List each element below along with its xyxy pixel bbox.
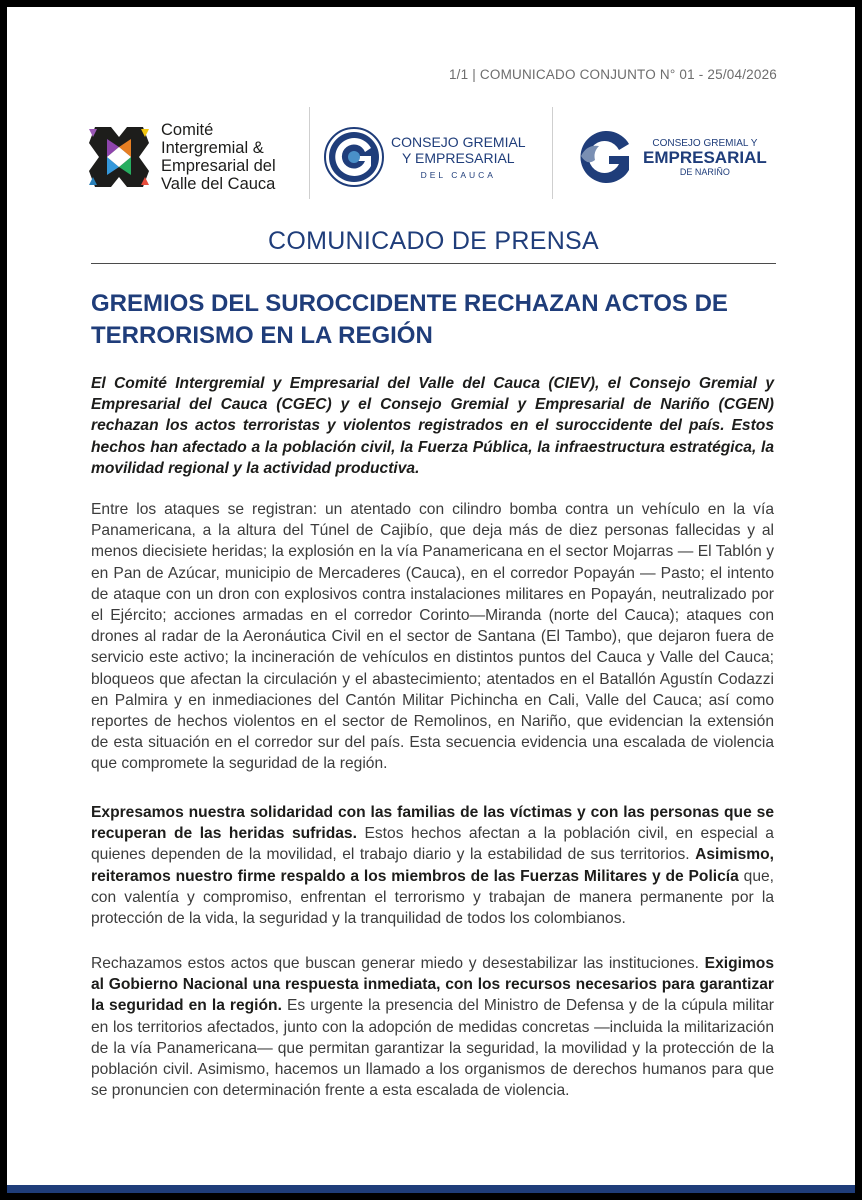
footer-bar xyxy=(7,1185,855,1193)
body-text: Es urgente la presencia del Ministro de Defensa y de la cúpula militar en los territorios afectados, junto con la adopción de medidas concretas —incluida la militarización de la vía Panamericana— que permitan garantizar la seguridad, la movilidad y la protección de la población civil. Asimismo, hacemos un llamado a los organismos de derechos humanos para que se pronuncien con determinación frente a esta escalada de violencia. xyxy=(91,997,774,1100)
ciev-line-1: Comité xyxy=(161,121,214,139)
cgec-line-3: DEL CAUCA xyxy=(420,170,496,180)
ciev-line-3: Empresarial del xyxy=(161,157,276,175)
cgen-line-3: DE NARIÑO xyxy=(679,166,730,177)
cgen-line-2: EMPRESARIAL xyxy=(643,147,767,167)
bold-text: Expresamos nuestra solidaridad con las familias de las víctimas y con las personas que se recuperan de las heridas sufridas. xyxy=(91,804,774,843)
body-paragraph-demands xyxy=(91,953,774,1101)
ciev-line-2: Intergremial & xyxy=(161,139,264,157)
communique-reference: 1/1 | COMUNICADO CONJUNTO N° 01 - 25/04/2026 xyxy=(448,67,777,82)
body-text: Rechazamos estos actos que buscan generar miedo y desestabilizar las instituciones. xyxy=(91,955,705,972)
ciev-name xyxy=(161,121,276,193)
lead-paragraph: El Comité Intergremial y Empresarial del Valle del Cauca (CIEV), el Consejo Gremial y Empresarial del Cauca (CGEC) y el Consejo Gremial y Empresarial de Nariño (CGEN) rechazan los actos terroristas y violentos registrados en el suroccidente del país. Estos hechos han afectado a la población civil, la Fuerza Pública, la infraestructura estratégica, la movilidad regional y la actividad productiva. xyxy=(91,375,774,477)
cgec-name xyxy=(391,134,526,180)
body-text: que, con valentía y compromiso, enfrentan el terrorismo y trabajan de manera permanente por la protección de la vida, la seguridad y la tranquilidad de todos los colombianos. xyxy=(91,867,774,928)
cgec-logo xyxy=(323,107,526,207)
logo-row xyxy=(87,107,777,207)
title-divider xyxy=(91,263,776,264)
press-release-title: COMUNICADO DE PRENSA xyxy=(267,227,600,255)
cgen-emblem-icon xyxy=(573,126,635,188)
cgec-emblem-icon xyxy=(323,126,385,188)
bold-text: Asimismo, reiteramos nuestro firme respaldo a los miembros de las Fuerzas Militares y de Policía xyxy=(91,846,774,885)
headline: GREMIOS DEL SUROCCIDENTE RECHAZAN ACTOS DE TERRORISMO EN LA REGIÓN xyxy=(91,290,728,349)
document-page xyxy=(7,7,855,1193)
logo-divider xyxy=(309,107,310,199)
cgec-line-2: Y EMPRESARIAL xyxy=(402,150,515,166)
ciev-logo xyxy=(87,107,276,207)
body-text: Estos hechos afectan a la población civil, en especial a quienes dependen de la movilidad, el trabajo diario y la estabilidad de sus territorios. xyxy=(91,825,774,864)
cgec-line-1: CONSEJO GREMIAL xyxy=(391,134,526,150)
ciev-emblem-icon xyxy=(87,125,151,189)
body-paragraph-attacks: Entre los ataques se registran: un atentado con cilindro bomba contra un vehículo en la vía Panamericana, a la altura del Túnel de Cajibío, que deja más de diez personas fallecidas y al menos diecisiete heridas; la explosión en la vía Panamericana en el sector Mojarras — El Tablón y en Pan de Azúcar, municipio de Mercaderes (Cauca), en el corredor Popayán — Pasto; el intento de ataque con un dron con explosivos contra instalaciones militares en Popayán, neutralizado por el Ejército; acciones armadas en el corredor Corinto—Miranda (norte del Cauca); ataques con drones al radar de la Aeronáutica Civil en el sector de Santana (El Tambo), que dejaron fuera de servicio este activo; la incineración de vehículos en distintos puntos del Cauca y Valle del Cauca; bloqueos que afectan la circulación y el abastecimiento; atentados en el Batallón Agustín Codazzi en Palmira y en inmediaciones del Cantón Militar Pichincha en Cali, Valle del Cauca; así como reportes de hechos violentos en el sector de Remolinos, en Nariño, que evidencian la extensión de esta situación en el corredor sur del país. Esta secuencia evidencia una escalada de violencia que compromete la seguridad de la región. xyxy=(91,501,774,773)
body-paragraph-solidarity xyxy=(91,802,774,929)
cgen-name xyxy=(643,138,767,177)
cgen-line-1: CONSEJO GREMIAL Y xyxy=(652,137,758,149)
ciev-line-4: Valle del Cauca xyxy=(161,175,276,193)
bold-text: Exigimos al Gobierno Nacional una respuesta inmediata, con los recursos necesarios para garantizar la seguridad en la región. xyxy=(91,955,774,1015)
logo-divider xyxy=(552,107,553,199)
cgen-logo xyxy=(573,107,767,207)
